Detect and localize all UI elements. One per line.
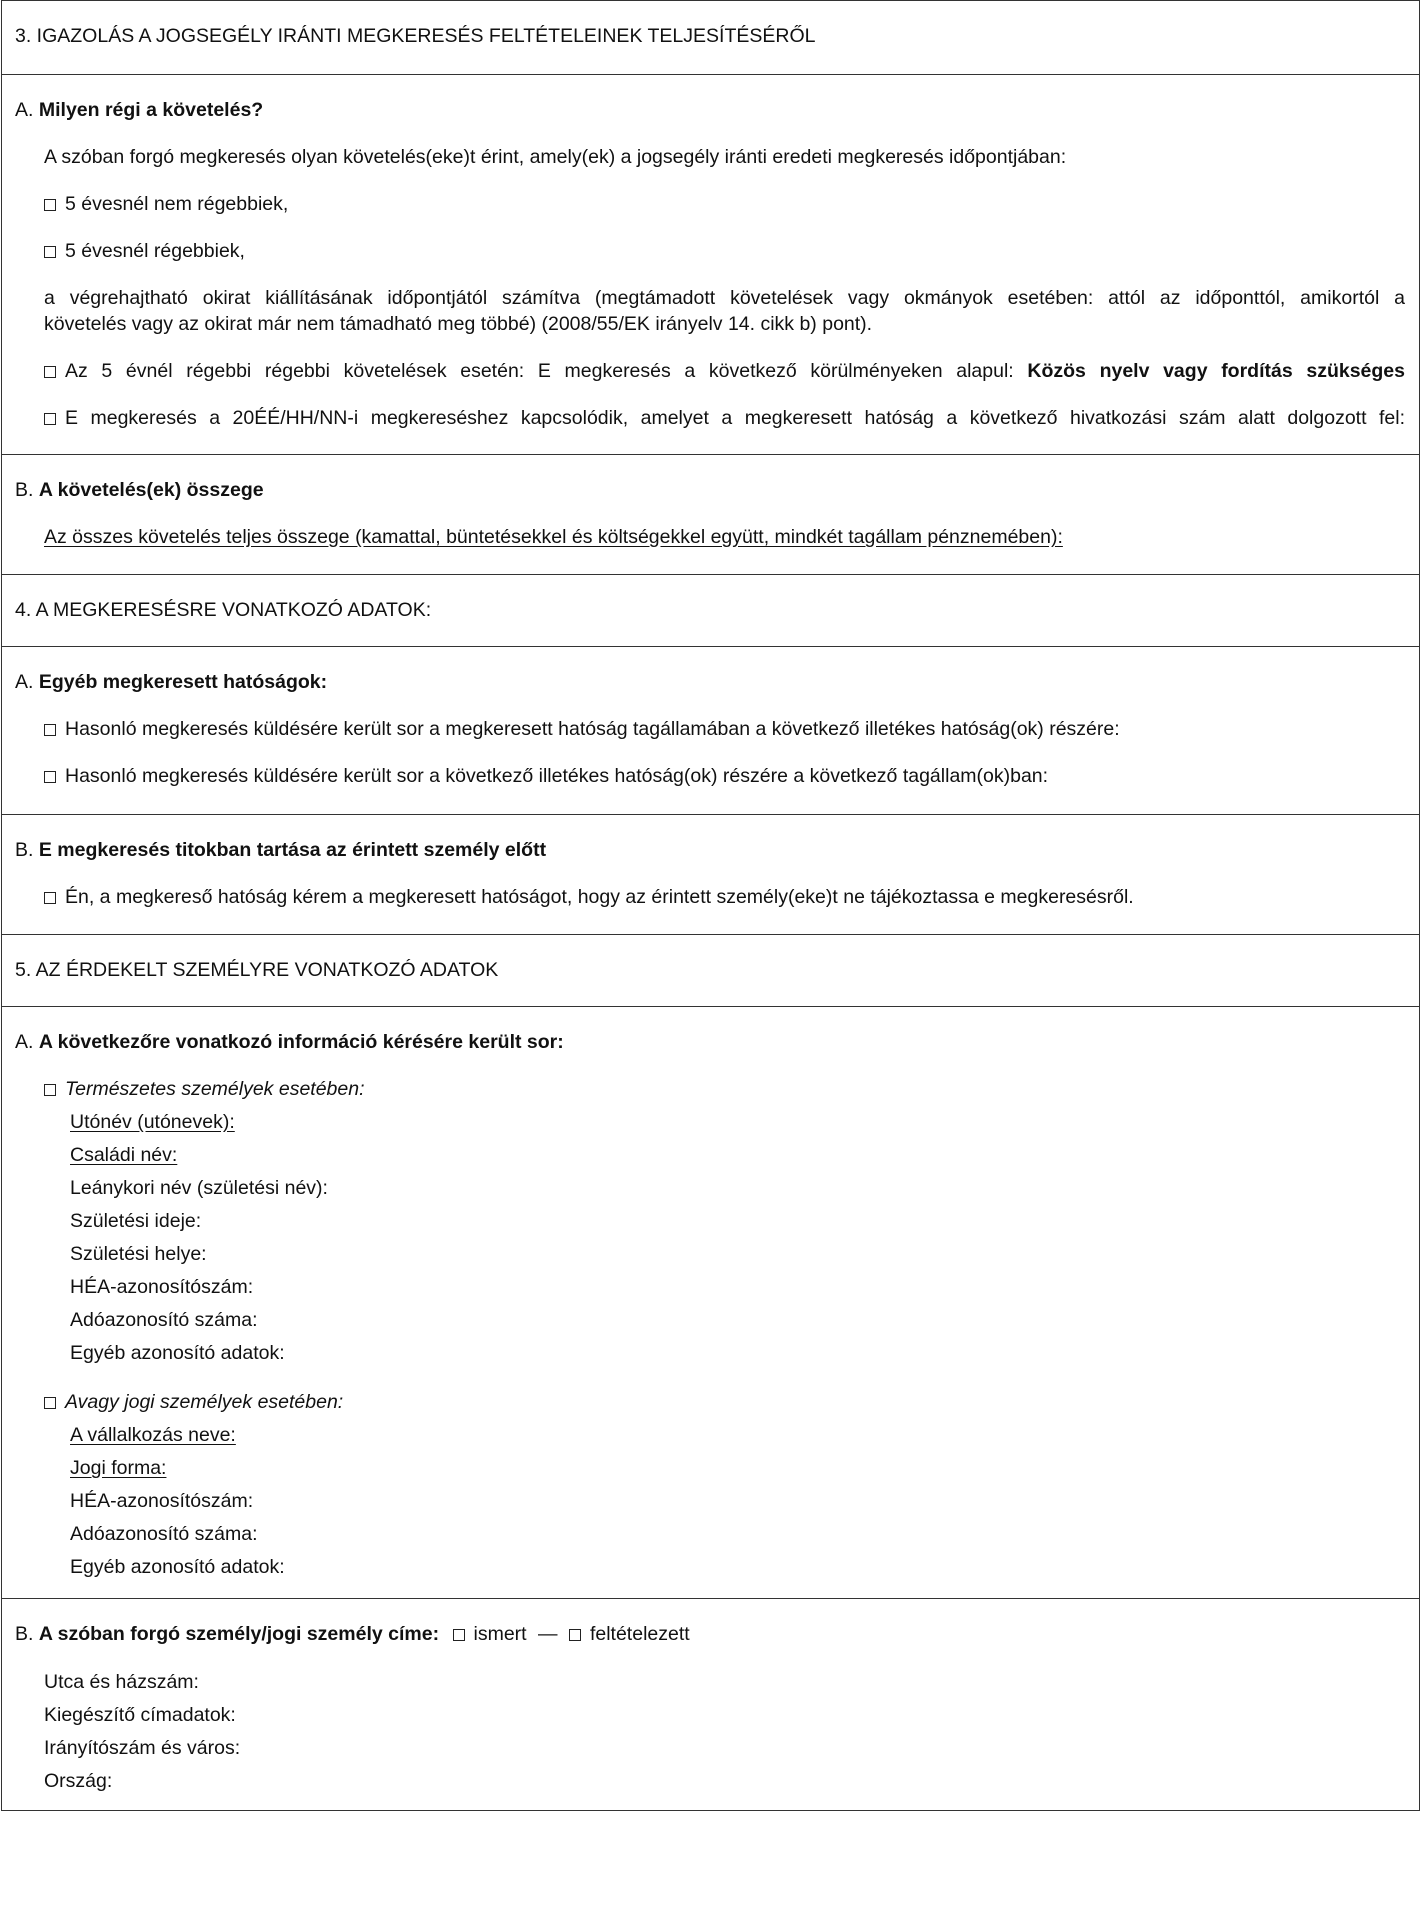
section-letter: B. [15,1623,34,1645]
option-related-request-label: E megkeresés a 20ÉÉ/HH/NN-i megkereséshez kapcsolódik, amelyet a megkeresett hatóság a következő hivatkozási szám alatt dolgozott fel: [65,407,1405,429]
field-company-tax-id: Adóazonosító száma: [70,1523,258,1545]
option-confidential [44,886,1134,909]
field-tax-id: Adóazonosító száma: [70,1309,258,1331]
option-other-state-label: Hasonló megkeresés küldésére került sor a következő illetékes hatóság(ok) részére a következő tagállam(ok)ban: [65,765,1049,787]
checkbox-same-state[interactable] [44,724,56,736]
language-note: Közös nyelv vagy fordítás szükséges [1027,360,1405,382]
section-4-heading: 4. A MEGKERESÉSRE VONATKOZÓ ADATOK: [15,599,432,621]
field-other-id: Egyéb azonosító adatok: [70,1342,285,1364]
checkbox-legal-person[interactable] [44,1397,56,1409]
field-street: Utca és házszám: [44,1671,199,1693]
claim-age-intro: A szóban forgó megkeresés olyan követelés(eke)t érint, amely(ek) a jogsegély iránti eredeti megkeresés időpontjában: [44,146,1067,168]
section-5b-title-line [15,1623,690,1646]
field-address-extra: Kiegészítő címadatok: [44,1704,236,1726]
option-not-older-label: 5 évesnél nem régebbiek, [65,193,289,215]
section-letter: A. [15,99,34,121]
section-3-header [2,1,1419,74]
section-4a-title: Egyéb megkeresett hatóságok: [38,671,328,693]
checkbox-not-older[interactable] [44,199,56,211]
option-natural-person [44,1078,365,1101]
option-older [44,240,245,263]
checkbox-other-state[interactable] [44,771,56,783]
section-3b-title-line [15,479,264,502]
section-letter: A. [15,671,34,693]
section-3-heading: 3. IGAZOLÁS A JOGSEGÉLY IRÁNTI MEGKERESÉS FELTÉTELEINEK TELJESÍTÉSÉRŐL [15,25,816,47]
field-company-other-id: Egyéb azonosító adatok: [70,1556,285,1578]
section-letter: B. [15,839,34,861]
option-older-label: 5 évesnél régebbiek, [65,240,245,262]
option-legal-person [44,1391,343,1414]
section-4a-title-line [15,671,327,694]
section-3b-title: A követelés(ek) összege [38,479,264,501]
enforcement-paragraph-line-2: követelés vagy az okirat már nem támadható meg többé) (2008/55/EK irányelv 14. cikk b) pont). [44,313,873,335]
field-family-name: Családi név: [70,1144,178,1166]
option-confidential-label: Én, a megkereső hatóság kérem a megkeresett hatóságot, hogy az érintett személy(eke)t ne tájékoztassa e megkeresésről. [65,886,1134,908]
field-country: Ország: [44,1770,113,1792]
address-known-label: ismert [473,1623,527,1645]
section-letter: A. [15,1031,34,1053]
field-legal-form: Jogi forma: [70,1457,167,1479]
section-5b [2,1598,1419,1810]
option-older-basis [44,360,1405,383]
section-5-header [2,934,1419,1006]
field-birth-date: Születési ideje: [70,1210,202,1232]
enforcement-paragraph-line-1: a végrehajtható okirat kiállításának időpontjától számítva (megtámadott követelések vagy okmányok esetében: attól az időponttól, amikortól a [44,287,1405,309]
address-assumed-label: feltételezett [589,1623,690,1645]
section-4-header [2,574,1419,646]
section-5a-title-line [15,1031,564,1054]
checkbox-related-request[interactable] [44,413,56,425]
section-4b-title: E megkeresés titokban tartása az érintett személy előtt [38,839,547,861]
field-company-name: A vállalkozás neve: [70,1424,236,1446]
section-5a-title: A következőre vonatkozó információ kérésére került sor: [38,1031,564,1053]
section-3a-title: Milyen régi a követelés? [38,99,264,121]
checkbox-address-known[interactable] [453,1629,465,1641]
field-vat-number: HÉA-azonosítószám: [70,1276,254,1298]
section-3a-title-line [15,99,263,122]
field-postcode-city: Irányítószám és város: [44,1737,241,1759]
checkbox-older[interactable] [44,246,56,258]
field-company-vat-number: HÉA-azonosítószám: [70,1490,254,1512]
dash-separator: — [538,1623,558,1645]
section-4a [2,646,1419,814]
option-related-request [44,407,1405,430]
section-letter: B. [15,479,34,501]
form-frame [1,0,1420,1811]
total-claim-amount-label: Az összes követelés teljes összege (kamattal, büntetésekkel és költségekkel együtt, mindkét tagállam pénznemében): [44,526,1063,548]
section-4b [2,814,1419,934]
field-first-name: Utónév (utónevek): [70,1111,235,1133]
option-same-state [44,718,1120,741]
checkbox-natural-person[interactable] [44,1084,56,1096]
option-same-state-label: Hasonló megkeresés küldésére került sor a megkeresett hatóság tagállamában a következő illetékes hatóság(ok) részére: [65,718,1120,740]
checkbox-older-basis[interactable] [44,366,56,378]
section-3a [2,74,1419,454]
option-natural-person-label: Természetes személyek esetében: [65,1078,365,1100]
field-birth-place: Születési helye: [70,1243,207,1265]
option-not-older [44,193,288,216]
option-other-state [44,765,1048,788]
field-maiden-name: Leánykori név (születési név): [70,1177,328,1199]
checkbox-address-assumed[interactable] [569,1629,581,1641]
section-5-heading: 5. AZ ÉRDEKELT SZEMÉLYRE VONATKOZÓ ADATOK [15,959,499,981]
section-4b-title-line [15,839,546,862]
section-5a [2,1006,1419,1598]
option-legal-person-label: Avagy jogi személyek esetében: [65,1391,344,1413]
checkbox-confidential[interactable] [44,892,56,904]
option-older-basis-label: Az 5 évnél régebbi régebbi követelések esetén: E megkeresés a következő körülményeken alapul: [65,360,1014,382]
section-3b [2,454,1419,574]
section-5b-title: A szóban forgó személy/jogi személy címe: [38,1623,440,1645]
